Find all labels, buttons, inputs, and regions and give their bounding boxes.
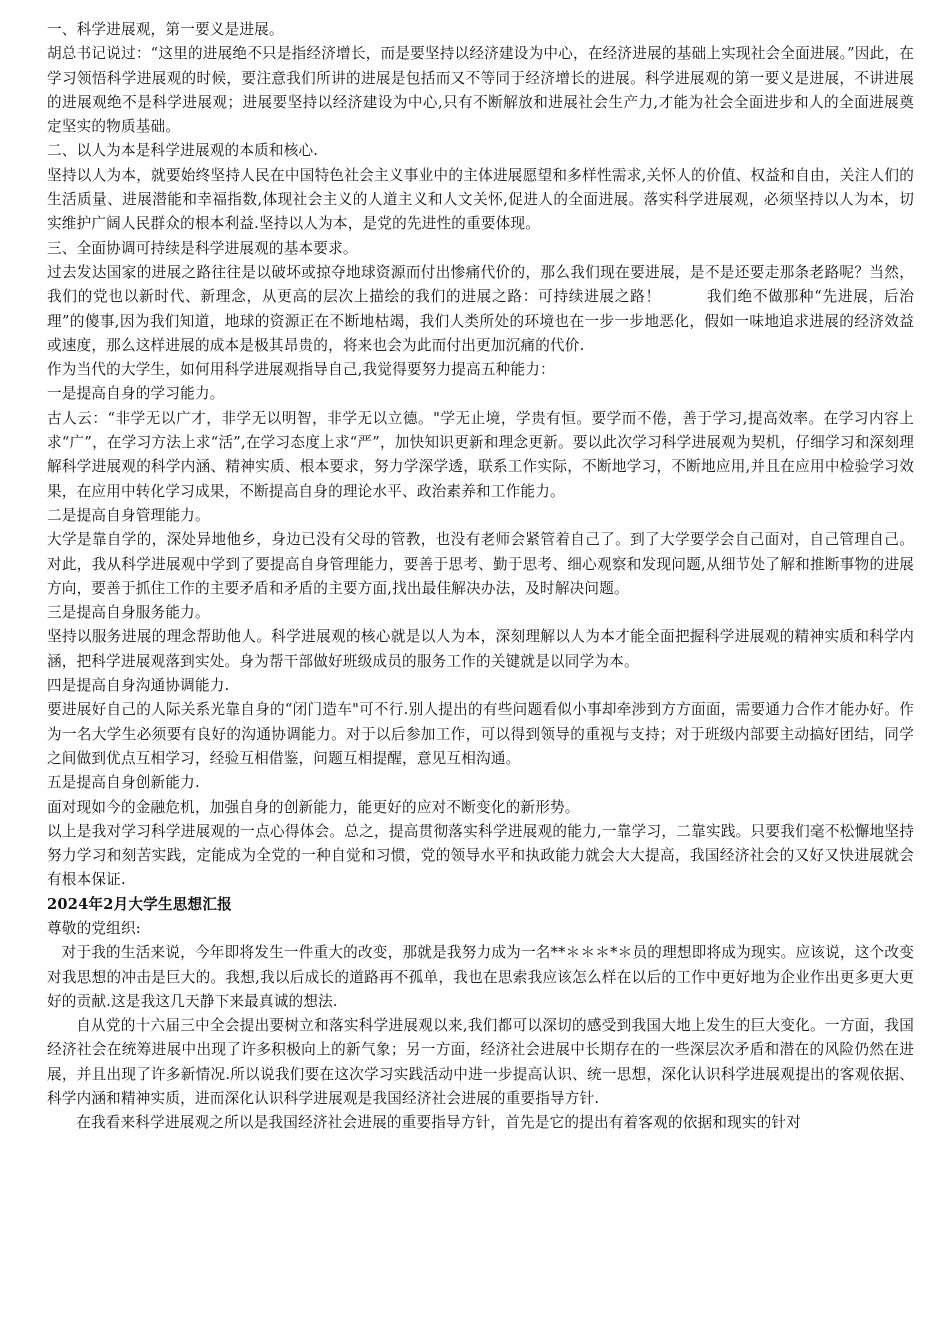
paragraph: 古人云：“非学无以广才，非学无以明智，非学无以立德。"学无止境，学贵有恒。要学而不倦，善于学习,提高效率。在学习内容上求“广”，在学习方法上求“活”,在学习态度上求“严”，加快知识更新和理念更新。要以此次学习科学进展观为契机，仔细学习和深刻理解科学进展观的科学内涵、精神实质、根本要求，努力学深学透，联系工作实际，不断地学习，不断地应用,并且在应用中检验学习效果，在应用中转化学习成果，不断提高自身的理论水平、政治素养和工作能力。: [47, 409, 914, 500]
paragraph: 坚持以服务进展的理念帮助他人。科学进展观的核心就是以人为本，深刻理解以人为本才能全面把握科学进展观的精神实质和科学内涵，把科学进展观落到实处。身为帮干部做好班级成员的服务工作的关键就是以同学为本。: [47, 628, 914, 670]
report-title: 2024年2月大学生思想汇报: [47, 895, 232, 913]
paragraph: 自从党的十六届三中全会提出要树立和落实科学进展观以来,我们都可以深切的感受到我国大地上发生的巨大变化。一方面，我国经济社会在统筹进展中出现了许多积极向上的新气象；另一方面，经济社会进展中长期存在的一些深层次矛盾和潜在的风险仍然在进展，并且出现了许多新情况.所以说我们要在这次学习实践活动中进一步提高认识、统一思想，深化认识科学进展观提出的客观依据、科学内涵和精神实质，进而深化认识科学进展观是我国经济社会进展的重要指导方针.: [47, 1017, 914, 1108]
paragraph: 面对现如今的金融危机，加强自身的创新能力，能更好的应对不断变化的新形势。: [47, 798, 580, 816]
paragraph: 要进展好自己的人际关系光靠自身的“闭门造车"可不行.别人提出的有些问题看似小事却牵涉到方方面面，需要通力合作才能办好。作为一名大学生必须要有良好的沟通协调能力。对于以后参加工作，可以得到领导的重视与支持；对于班级内部要主动搞好团结，同学之间做到优点互相学习，经验互相借鉴，问题互相提醒，意见互相沟通。: [47, 701, 914, 767]
section-heading-1: 一、科学进展观，第一要义是进展。: [47, 21, 284, 38]
paragraph: 作为当代的大学生，如何用科学进展观指导自己,我觉得要努力提高五种能力：: [47, 361, 555, 379]
section-heading-2: 二、以人为本是科学进展观的本质和核心.: [47, 142, 319, 160]
paragraph: 过去发达国家的进展之路往往是以破坏或掠夺地球资源而付出惨痛代价的，那么我们现在要进展，是不是还要走那条老路呢？当然，我们的党也以新时代、新理念，从更高的层次上描绘的我们的进展之路：可持续进展之路！ 我们绝不做那种“先进展，后治理”的傻事,因为我们知道，地球的资源正在不断地枯竭，我们人类所处的环境也在一步一步地恶化，假如一味地追求进展的经济效益或速度，那么这样进展的成本是极其昂贵的，将来也会为此而付出更加沉痛的代价.: [47, 263, 914, 354]
section-heading-3: 三、全面协调可持续是科学进展观的基本要求。: [47, 239, 358, 257]
paragraph: 以上是我对学习科学进展观的一点心得体会。总之，提高贯彻落实科学进展观的能力,一靠学习，二靠实践。只要我们毫不松懈地坚持努力学习和刻苦实践，定能成为全党的一种自觉和习惯，党的领导水平和执政能力就会大大提高，我国经济社会的又好又快进展就会有根本保证.: [47, 822, 914, 889]
ability-heading-1: 一是提高自身的学习能力。: [47, 385, 225, 403]
paragraph: 在我看来科学进展观之所以是我国经济社会进展的重要指导方针，首先是它的提出有着客观的依据和现实的针对: [76, 1114, 802, 1132]
salutation: 尊敬的党组织:: [47, 919, 141, 937]
paragraph: 大学是靠自学的，深处异地他乡，身边已没有父母的管教，也没有老师会紧管着自己了。到了大学要学会自己面对，自己管理自己。对此，我从科学进展观中学到了要提高自身管理能力，要善于思考、勤于思考、细心观察和发现问题,从细节处了解和推断事物的进展方向，要善于抓住工作的主要矛盾和矛盾的主要方面,找出最佳解决办法，及时解决问题。: [47, 531, 914, 597]
paragraph: 胡总书记说过：“这里的进展绝不只是指经济增长，而是要坚持以经济建设为中心，在经济进展的基础上实现社会全面进展。”因此，在学习领悟科学进展观的时候，要注意我们所讲的进展是包括而又不等同于经济增长的进展。科学进展观的第一要义是进展，不讲进展的进展观绝不是科学进展观；进展要坚持以经济建设为中心,只有不断解放和进展社会生产力,才能为社会全面进步和人的全面进展奠定坚实的物质基础。: [47, 45, 914, 136]
paragraph: 坚持以人为本，就要始终坚持人民在中国特色社会主义事业中的主体进展愿望和多样性需求,关怀人的价值、权益和自由，关注人们的生活质量、进展潜能和幸福指数,体现社会主义的人道主义和人文关怀,促进人的全面进展。落实科学进展观，必须坚持以人为本，切实维护广阔人民群众的根本利益.坚持以人为本，是党的先进性的重要体现。: [47, 166, 914, 233]
ability-heading-4: 四是提高自身沟通协调能力.: [47, 677, 230, 695]
ability-heading-2: 二是提高自身管理能力。: [47, 506, 210, 524]
paragraph: 对于我的生活来说，今年即将发生一件重大的改变，那就是我努力成为一名**＊＊＊*＊员的理想即将成为现实。应该说，这个改变对我思想的冲击是巨大的。我想,我以后成长的道路再不孤单，我也在思索我应该怎么样在以后的工作中更好地为企业作出更多更大更好的贡献.这是我这几天静下来最真诚的想法.: [47, 944, 914, 1010]
ability-heading-5: 五是提高自身创新能力.: [47, 774, 200, 792]
ability-heading-3: 三是提高自身服务能力。: [47, 604, 210, 622]
